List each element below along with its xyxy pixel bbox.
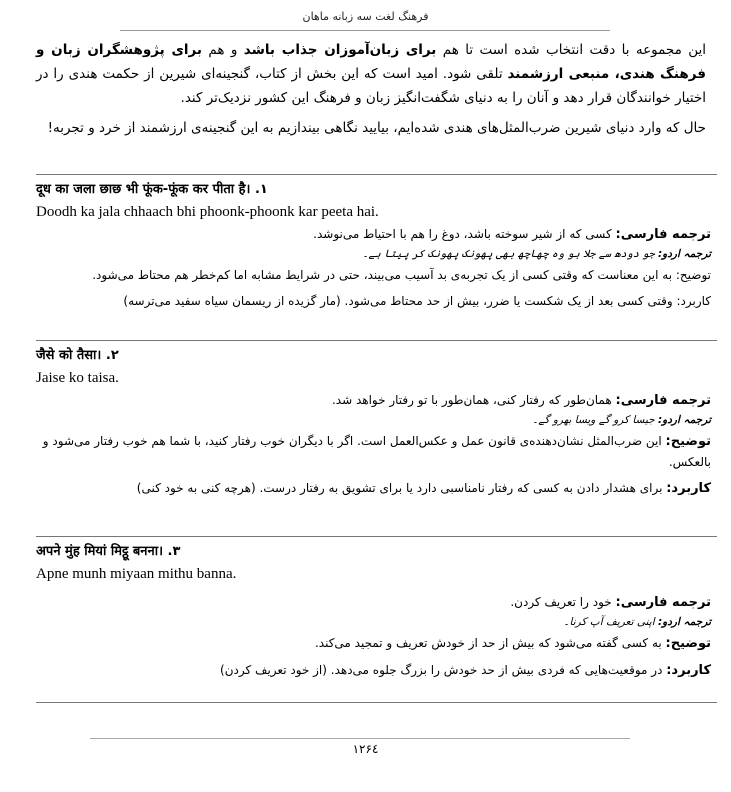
section-divider xyxy=(36,702,717,703)
usage-label: کاربرد: xyxy=(666,481,711,496)
proverb-transliteration: Doodh ka jala chhaach bhi phoonk-phoonk kar peeta hai. xyxy=(36,204,379,220)
urdu-translation-label: ترجمہ اردو: xyxy=(657,414,711,426)
persian-translation xyxy=(36,224,717,245)
persian-translation xyxy=(36,592,717,613)
persian-translation-label: ترجمه فارسی: xyxy=(615,227,711,242)
proverb-heading: ۱. दूध का जला छाछ भी फूंक-फूंक कर पीता है। xyxy=(36,182,268,197)
header-divider xyxy=(120,30,610,31)
explanation-label: توضیح: xyxy=(665,636,711,651)
persian-translation-text: کسی که از شیر سوخته باشد، دوغ را هم با احتیاط می‌نوشد. xyxy=(313,227,616,241)
proverb-transliteration: Apne munh miyaan mithu banna. xyxy=(36,566,237,582)
persian-translation-label: ترجمه فارسی: xyxy=(615,595,711,610)
urdu-translation-text: جو دودھ سے جلا ہو وہ چھاچھ بھی پھونک پھونک کر پیتا ہے۔ xyxy=(362,248,658,260)
explanation xyxy=(36,633,717,654)
urdu-translation xyxy=(36,613,717,631)
intro-bold-part: برای پژوهشگران زبان و فرهنگ هندی، منبعی ارزشمند xyxy=(36,42,706,82)
proverb-entry-2 xyxy=(36,346,717,499)
explanation-label: توضیح: xyxy=(675,268,711,282)
usage-label: کاربرد: xyxy=(666,663,711,678)
intro-bold-part: برای زبان‌آموزان جذاب باشد xyxy=(243,42,437,58)
urdu-translation-text: جیسا کرو گے ویسا بھرو گے۔ xyxy=(532,414,658,426)
explanation-text: این ضرب‌المثل نشان‌دهنده‌ی قانون عمل و عکس‌العمل است. اگر با دیگران خوب رفتار کنید، با شما هم خوب رفتار می‌شود و بالعکس. xyxy=(42,434,711,469)
urdu-translation-label: ترجمہ اردو: xyxy=(657,616,711,628)
urdu-translation xyxy=(36,411,717,429)
usage-text: وقتی کسی بعد از یک شکست یا ضرر، بیش از حد محتاط می‌شود. (مار گزیده از ریسمان سیاه سفید می‌ترسه) xyxy=(123,294,677,308)
usage-text: در موقعیت‌هایی که فردی بیش از حد خودش را بزرگ جلوه می‌دهد. (از خود تعریف کردن) xyxy=(220,663,667,677)
urdu-translation xyxy=(36,245,717,263)
section-divider xyxy=(36,340,717,341)
running-header: فرهنگ لغت سه زبانه ماهان xyxy=(302,10,429,23)
persian-translation-text: خود را تعریف کردن. xyxy=(510,595,616,609)
explanation xyxy=(36,431,717,472)
section-divider xyxy=(36,174,717,175)
urdu-translation-text: اپنی تعریف آپ کرنا۔ xyxy=(563,616,658,628)
usage-text: برای هشدار دادن به کسی که رفتار نامناسبی دارد یا برای تشویق به رفتار درست. (هرچه کنی به خود کنی) xyxy=(136,481,667,495)
page-number: ۱۲۶٤ xyxy=(352,742,379,756)
intro-transition: حال که وارد دنیای شیرین ضرب‌المثل‌های هندی شده‌ایم، بیایید نگاهی بیندازیم به این گنجینه‌ی ارزشمند از خرد و تجربه! xyxy=(47,120,706,136)
intro-text xyxy=(36,38,706,140)
explanation-text: به این معناست که وقتی کسی از یک تجربه‌ی بد آسیب می‌بیند، حتی در شرایط مشابه اما کم‌خطر هم محتاط می‌شود. xyxy=(92,268,676,282)
explanation-text: به کسی گفته می‌شود که بیش از حد از خودش تعریف و تمجید می‌کند. xyxy=(314,636,666,650)
persian-translation-label: ترجمه فارسی: xyxy=(615,393,711,408)
proverb-heading: ۳. अपने मुंह मियां मिट्ठू बनना। xyxy=(36,544,181,559)
proverb-heading: ۲. जैसे को तैसा। xyxy=(36,348,119,363)
persian-translation-text: همان‌طور که رفتار کنی، همان‌طور با تو رفتار خواهد شد. xyxy=(331,393,616,407)
intro-text-part: و هم xyxy=(202,42,244,58)
intro-text-part: این مجموعه با دقت انتخاب شده است تا هم xyxy=(436,42,707,58)
persian-translation xyxy=(36,390,717,411)
usage xyxy=(36,291,717,311)
proverb-transliteration: Jaise ko taisa. xyxy=(36,370,119,386)
section-divider xyxy=(36,536,717,537)
usage xyxy=(36,478,717,499)
urdu-translation-label: ترجمہ اردو: xyxy=(657,248,711,260)
explanation-label: توضیح: xyxy=(665,434,711,449)
usage xyxy=(36,660,717,681)
intro-paragraph xyxy=(36,38,706,110)
intro-text-part: تلقی شود. امید است که این بخش از کتاب، گنجینه‌ای شیرین از حکمت هندی را در اختیار خوانندگان قرار دهد و آنان را به دنیای شگفت‌انگیز زبان و فرهنگ این کشور نزدیک‌تر کند. xyxy=(36,66,706,106)
proverb-entry-1 xyxy=(36,180,717,311)
usage-label: کاربرد: xyxy=(676,294,711,308)
proverb-entry-3 xyxy=(36,542,717,681)
explanation xyxy=(36,265,717,285)
footer-divider xyxy=(90,738,630,739)
